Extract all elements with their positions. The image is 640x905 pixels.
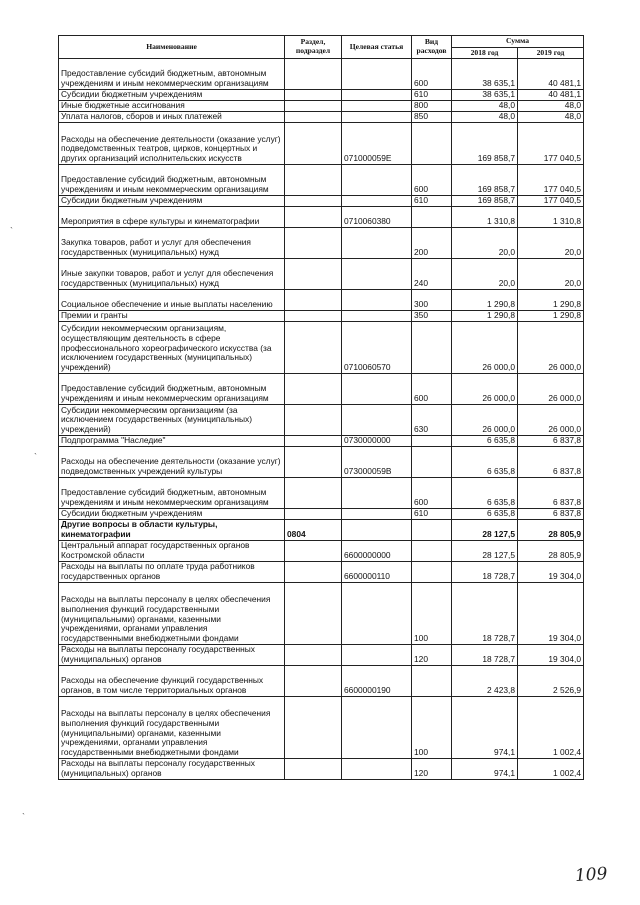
row-name: Субсидии некоммерческим организациям, осуществляющим деятельность в сфере профессионального хореографического искусства (за исключением государственных (муниципальных) учреждений) [59, 322, 285, 374]
row-tselevaya [342, 759, 412, 780]
table-row [59, 59, 584, 90]
table-row [59, 228, 584, 259]
row-vid: 350 [412, 311, 452, 322]
budget-table [58, 35, 584, 780]
row-name: Субсидии бюджетным учреждениям [59, 196, 285, 207]
row-sum-2018: 974,1 [452, 697, 518, 759]
table-row [59, 645, 584, 666]
row-sum-2018: 6 635,8 [452, 436, 518, 447]
row-vid: 100 [412, 583, 452, 645]
row-vid [412, 447, 452, 478]
row-tselevaya: 071000059Е [342, 123, 412, 165]
row-vid: 610 [412, 196, 452, 207]
table-body [59, 59, 584, 780]
row-razdel [285, 101, 342, 112]
row-tselevaya [342, 228, 412, 259]
table-row [59, 562, 584, 583]
margin-tick: ` [10, 226, 13, 236]
row-tselevaya: 073000059В [342, 447, 412, 478]
row-vid: 200 [412, 228, 452, 259]
row-name: Другие вопросы в области культуры, кинематографии [59, 520, 285, 541]
row-razdel [285, 759, 342, 780]
row-name: Расходы на выплаты по оплате труда работников государственных органов [59, 562, 285, 583]
row-razdel [285, 645, 342, 666]
row-name: Предоставление субсидий бюджетным, автономным учреждениям и иным некоммерческим организациям [59, 478, 285, 509]
row-tselevaya [342, 112, 412, 123]
row-name: Расходы на выплаты персоналу в целях обеспечения выполнения функций государственными (муниципальными) органами, казенными учреждениями, органами управления государственными внебюджетными фондами [59, 697, 285, 759]
table-row [59, 311, 584, 322]
row-tselevaya [342, 478, 412, 509]
row-vid [412, 123, 452, 165]
row-sum-2018: 2 423,8 [452, 666, 518, 697]
table-row [59, 322, 584, 374]
row-sum-2019: 26 000,0 [518, 374, 584, 405]
row-vid: 300 [412, 290, 452, 311]
table-row [59, 207, 584, 228]
row-name: Предоставление субсидий бюджетным, автономным учреждениям и иным некоммерческим организациям [59, 59, 285, 90]
header-year-2018: 2018 год [452, 48, 518, 59]
row-name: Иные бюджетные ассигнования [59, 101, 285, 112]
row-razdel [285, 447, 342, 478]
row-vid: 120 [412, 759, 452, 780]
row-name: Расходы на обеспечение деятельности (оказание услуг) подведомственных театров, цирков, концертных и других организаций исполнительских искусств [59, 123, 285, 165]
header-vid: Вид расходов [412, 36, 452, 59]
table-row [59, 509, 584, 520]
row-sum-2019: 26 000,0 [518, 322, 584, 374]
table-row [59, 447, 584, 478]
row-vid: 630 [412, 405, 452, 436]
row-razdel [285, 509, 342, 520]
row-sum-2019: 1 310,8 [518, 207, 584, 228]
row-sum-2019: 28 805,9 [518, 541, 584, 562]
row-name: Субсидии бюджетным учреждениям [59, 90, 285, 101]
row-razdel [285, 259, 342, 290]
row-razdel [285, 123, 342, 165]
row-name: Предоставление субсидий бюджетным, автономным учреждениям и иным некоммерческим организациям [59, 374, 285, 405]
row-tselevaya: 6600000110 [342, 562, 412, 583]
row-sum-2019: 6 837,8 [518, 478, 584, 509]
header-tselevaya: Целевая статья [342, 36, 412, 59]
table-row [59, 259, 584, 290]
row-name: Премии и гранты [59, 311, 285, 322]
row-name: Социальное обеспечение и иные выплаты населению [59, 290, 285, 311]
row-sum-2019: 177 040,5 [518, 196, 584, 207]
row-name: Расходы на выплаты персоналу государственных (муниципальных) органов [59, 759, 285, 780]
row-name: Мероприятия в сфере культуры и кинематографии [59, 207, 285, 228]
row-sum-2018: 169 858,7 [452, 196, 518, 207]
row-vid: 610 [412, 509, 452, 520]
row-sum-2019: 26 000,0 [518, 405, 584, 436]
row-sum-2018: 38 635,1 [452, 90, 518, 101]
row-tselevaya: 6600000000 [342, 541, 412, 562]
row-sum-2018: 28 127,5 [452, 541, 518, 562]
row-sum-2018: 26 000,0 [452, 322, 518, 374]
row-vid: 610 [412, 90, 452, 101]
row-tselevaya [342, 101, 412, 112]
row-name: Расходы на обеспечение функций государственных органов, в том числе территориальных органов [59, 666, 285, 697]
row-tselevaya [342, 509, 412, 520]
row-razdel [285, 697, 342, 759]
row-sum-2018: 20,0 [452, 228, 518, 259]
row-sum-2018: 48,0 [452, 101, 518, 112]
row-razdel [285, 228, 342, 259]
row-vid [412, 207, 452, 228]
row-sum-2019: 177 040,5 [518, 165, 584, 196]
row-razdel [285, 165, 342, 196]
row-sum-2018: 26 000,0 [452, 374, 518, 405]
row-sum-2019: 6 837,8 [518, 447, 584, 478]
row-razdel [285, 290, 342, 311]
row-sum-2019: 19 304,0 [518, 583, 584, 645]
row-razdel [285, 311, 342, 322]
row-sum-2019: 20,0 [518, 228, 584, 259]
row-vid [412, 666, 452, 697]
row-tselevaya: 0730000000 [342, 436, 412, 447]
table-row [59, 541, 584, 562]
row-vid: 850 [412, 112, 452, 123]
row-sum-2018: 1 290,8 [452, 311, 518, 322]
header-razdel: Раздел, подраздел [285, 36, 342, 59]
page-number: 109 [574, 863, 609, 887]
row-sum-2019: 1 290,8 [518, 311, 584, 322]
row-name: Субсидии бюджетным учреждениям [59, 509, 285, 520]
row-vid: 800 [412, 101, 452, 112]
row-name: Центральный аппарат государственных органов Костромской области [59, 541, 285, 562]
table-row [59, 759, 584, 780]
row-name: Уплата налогов, сборов и иных платежей [59, 112, 285, 123]
row-razdel [285, 562, 342, 583]
row-tselevaya [342, 290, 412, 311]
row-razdel [285, 207, 342, 228]
row-name: Подпрограмма "Наследие" [59, 436, 285, 447]
row-razdel [285, 405, 342, 436]
row-sum-2019: 40 481,1 [518, 59, 584, 90]
row-tselevaya [342, 405, 412, 436]
row-tselevaya [342, 196, 412, 207]
row-vid: 600 [412, 374, 452, 405]
row-sum-2018: 1 290,8 [452, 290, 518, 311]
row-sum-2018: 974,1 [452, 759, 518, 780]
table-row [59, 697, 584, 759]
row-vid: 120 [412, 645, 452, 666]
row-sum-2018: 6 635,8 [452, 509, 518, 520]
row-tselevaya: 0710060570 [342, 322, 412, 374]
row-tselevaya [342, 583, 412, 645]
row-sum-2018: 18 728,7 [452, 562, 518, 583]
row-sum-2018: 20,0 [452, 259, 518, 290]
table-row [59, 374, 584, 405]
row-sum-2019: 19 304,0 [518, 562, 584, 583]
row-razdel [285, 583, 342, 645]
row-sum-2019: 1 002,4 [518, 697, 584, 759]
row-tselevaya: 6600000190 [342, 666, 412, 697]
row-razdel [285, 59, 342, 90]
row-sum-2018: 18 728,7 [452, 645, 518, 666]
table-row [59, 436, 584, 447]
row-razdel [285, 436, 342, 447]
row-sum-2018: 6 635,8 [452, 478, 518, 509]
header-name: Наименование [59, 36, 285, 59]
row-sum-2018: 1 310,8 [452, 207, 518, 228]
row-vid [412, 520, 452, 541]
row-razdel [285, 541, 342, 562]
row-razdel: 0804 [285, 520, 342, 541]
row-razdel [285, 90, 342, 101]
row-tselevaya [342, 645, 412, 666]
row-vid [412, 562, 452, 583]
row-vid: 600 [412, 165, 452, 196]
row-vid: 600 [412, 59, 452, 90]
row-tselevaya [342, 59, 412, 90]
row-tselevaya [342, 311, 412, 322]
row-sum-2019: 6 837,8 [518, 436, 584, 447]
row-razdel [285, 112, 342, 123]
row-tselevaya [342, 259, 412, 290]
margin-tick: ` [22, 812, 25, 822]
table-row [59, 478, 584, 509]
row-sum-2019: 2 526,9 [518, 666, 584, 697]
row-sum-2019: 40 481,1 [518, 90, 584, 101]
row-tselevaya [342, 520, 412, 541]
row-tselevaya [342, 165, 412, 196]
header-year-2019: 2019 год [518, 48, 584, 59]
row-sum-2019: 28 805,9 [518, 520, 584, 541]
row-name: Предоставление субсидий бюджетным, автономным учреждениям и иным некоммерческим организациям [59, 165, 285, 196]
row-sum-2018: 28 127,5 [452, 520, 518, 541]
row-sum-2019: 20,0 [518, 259, 584, 290]
row-tselevaya [342, 90, 412, 101]
row-razdel [285, 478, 342, 509]
row-vid [412, 436, 452, 447]
row-vid [412, 541, 452, 562]
row-razdel [285, 196, 342, 207]
row-sum-2019: 6 837,8 [518, 509, 584, 520]
table-row [59, 165, 584, 196]
table-row [59, 196, 584, 207]
header-summa: Сумма [452, 36, 584, 48]
table-row [59, 520, 584, 541]
table-row [59, 290, 584, 311]
row-sum-2019: 1 002,4 [518, 759, 584, 780]
row-name: Расходы на выплаты персоналу государственных (муниципальных) органов [59, 645, 285, 666]
row-sum-2019: 48,0 [518, 112, 584, 123]
row-sum-2018: 48,0 [452, 112, 518, 123]
table-row [59, 405, 584, 436]
margin-tick: ` [34, 452, 37, 462]
row-razdel [285, 322, 342, 374]
row-name: Расходы на обеспечение деятельности (оказание услуг) подведомственных учреждений культуры [59, 447, 285, 478]
row-sum-2018: 6 635,8 [452, 447, 518, 478]
row-vid: 600 [412, 478, 452, 509]
row-vid: 100 [412, 697, 452, 759]
row-sum-2019: 48,0 [518, 101, 584, 112]
table-row [59, 101, 584, 112]
table-row [59, 583, 584, 645]
row-sum-2018: 38 635,1 [452, 59, 518, 90]
row-vid: 240 [412, 259, 452, 290]
row-tselevaya [342, 374, 412, 405]
row-sum-2018: 26 000,0 [452, 405, 518, 436]
row-vid [412, 322, 452, 374]
row-name: Субсидии некоммерческим организациям (за исключением государственных (муниципальных) учреждений) [59, 405, 285, 436]
table-row [59, 123, 584, 165]
row-name: Расходы на выплаты персоналу в целях обеспечения выполнения функций государственными (муниципальными) органами, казенными учреждениями, органами управления государственными внебюджетными фондами [59, 583, 285, 645]
row-sum-2018: 18 728,7 [452, 583, 518, 645]
row-sum-2018: 169 858,7 [452, 165, 518, 196]
row-sum-2019: 19 304,0 [518, 645, 584, 666]
table-row [59, 666, 584, 697]
row-sum-2018: 169 858,7 [452, 123, 518, 165]
table-row [59, 112, 584, 123]
table-row [59, 90, 584, 101]
row-name: Закупка товаров, работ и услуг для обеспечения государственных (муниципальных) нужд [59, 228, 285, 259]
row-razdel [285, 666, 342, 697]
row-sum-2019: 1 290,8 [518, 290, 584, 311]
row-razdel [285, 374, 342, 405]
row-sum-2019: 177 040,5 [518, 123, 584, 165]
row-tselevaya [342, 697, 412, 759]
row-tselevaya: 0710060380 [342, 207, 412, 228]
row-name: Иные закупки товаров, работ и услуг для обеспечения государственных (муниципальных) нужд [59, 259, 285, 290]
